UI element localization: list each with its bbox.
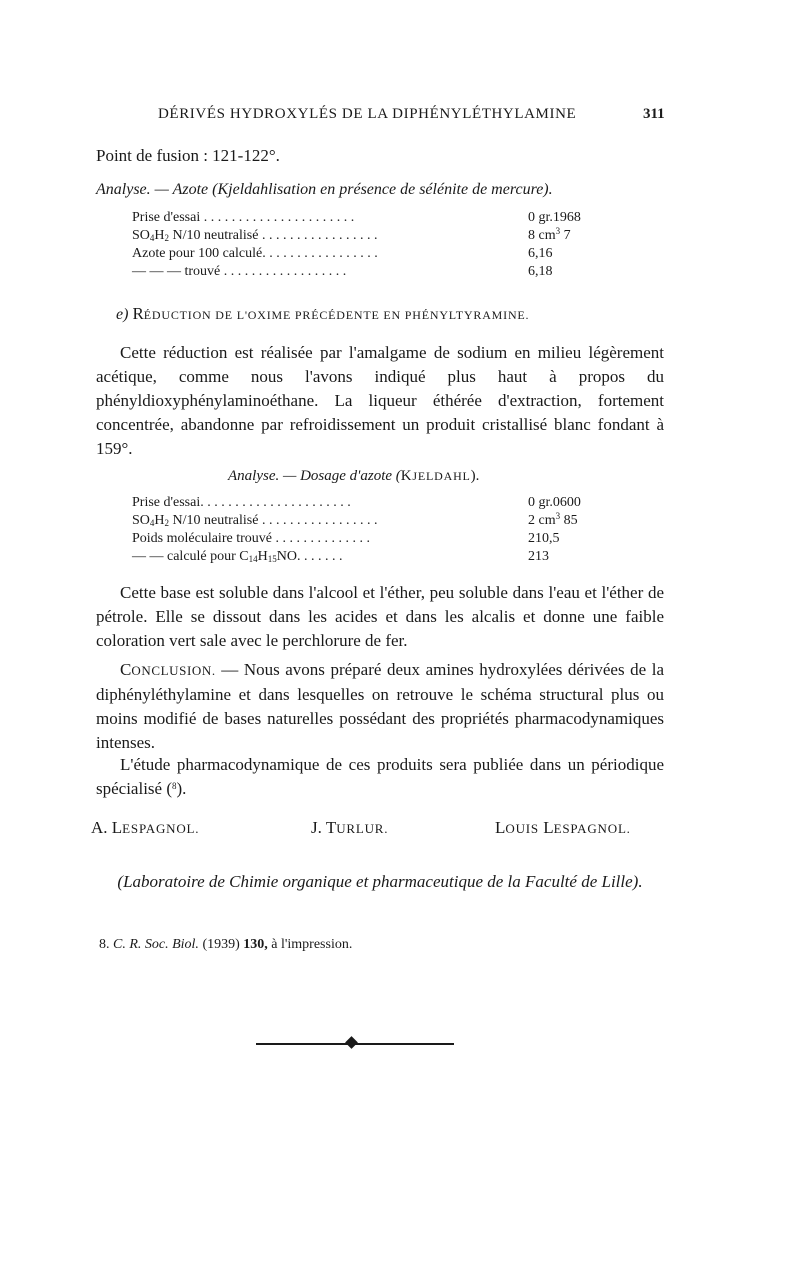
section-title-rest: ÉDUCTION DE L'OXIME PRÉCÉDENTE EN PHÉNYLTYRAMINE. <box>143 308 530 322</box>
table-row <box>132 245 632 263</box>
row-label: $SO_4H_2$ N/10 neutralisé . . . . . . . . . . . . . . . . . <box>132 228 378 243</box>
row-label: Prise d'essai. . . . . . . . . . . . . . . . . . . . . . <box>132 495 351 510</box>
analysis-1-title <box>96 181 553 199</box>
footnote-number: 8. <box>99 937 110 952</box>
table-row <box>132 512 632 530</box>
table-row <box>132 494 632 512</box>
author-2: J. TURLUR. <box>311 818 389 837</box>
row-value: 8 $cm^3$ 7 <box>528 226 571 243</box>
table-row <box>132 209 632 227</box>
analysis-1-text: — Azote (Kjeldahlisation en présence de sélénite de mercure). <box>154 181 553 198</box>
row-label: — — — trouvé . . . . . . . . . . . . . . . . . . <box>132 264 347 279</box>
page-number: 311 <box>643 106 665 122</box>
diamond-ornament-icon <box>345 1036 358 1049</box>
analysis-1-prefix: Analyse. <box>96 181 151 198</box>
laboratory-affiliation: (Laboratoire de Chimie organique et pharmaceutique de la Faculté de Lille). <box>117 872 643 891</box>
row-value: 0 gr.1968 <box>528 210 581 225</box>
table-row <box>132 227 632 245</box>
analysis-2-table <box>132 494 632 566</box>
row-value: 213 <box>528 549 549 564</box>
footnote-volume: 130, <box>243 937 268 952</box>
paragraph-solubility: Cette base est soluble dans l'alcool et l'éther, peu soluble dans l'eau et l'éther de pétrole. Elle se dissout dans les acides et dans les alcalis et donne une faible coloration vert sale avec le perchlorure de fer. <box>96 583 664 650</box>
analysis-2-text: — Dosage d'azote ( <box>282 468 401 484</box>
row-label: Poids moléculaire trouvé . . . . . . . . . . . . . . <box>132 531 370 546</box>
paragraph-publication: L'étude pharmacodynamique de ces produits sera publiée dans un périodique spécialisé ($^8$). <box>96 755 664 798</box>
footnote-status: à l'impression. <box>271 937 353 952</box>
footnote-journal: C. R. Soc. Biol. <box>113 937 199 952</box>
author-1: A. LESPAGNOL. <box>91 818 200 837</box>
row-value: 210,5 <box>528 531 560 546</box>
section-first-letter: R <box>132 304 144 323</box>
analysis-2-prefix: Analyse. <box>228 468 280 484</box>
paragraph-conclusion: CONCLUSION. — Nous avons préparé deux amines hydroxylées dérivées de la diphényléthylamine et dans lesquelles on retrouve le schéma structural plus ou moins modifié de bases naturelles possédant des propriétés pharmacodynamiques intenses. <box>96 660 664 752</box>
row-label: Azote pour 100 calculé. . . . . . . . . . . . . . . . . <box>132 246 378 261</box>
footnote-year: (1939) <box>202 937 240 952</box>
section-marker: e) <box>116 306 129 323</box>
section-heading-e <box>116 304 529 324</box>
table-row <box>132 263 632 281</box>
row-value: 6,16 <box>528 246 553 261</box>
row-label: $SO_4H_2$ N/10 neutralisé . . . . . . . . . . . . . . . . . <box>132 513 378 528</box>
row-value: 6,18 <box>528 264 553 279</box>
table-row <box>132 548 632 566</box>
author-3: LOUIS LESPAGNOL. <box>495 818 631 837</box>
row-value: 0 gr.0600 <box>528 495 581 510</box>
row-label: — — calculé pour $C_{14}H_{15}NO$. . . . . . . <box>132 549 343 564</box>
table-row <box>132 530 632 548</box>
analysis-1-table <box>132 209 632 281</box>
row-value: 2 $cm^3$ 85 <box>528 511 578 528</box>
running-title: DÉRIVÉS HYDROXYLÉS DE LA DIPHÉNYLÉTHYLAMINE <box>158 106 577 122</box>
fusion-point: Point de fusion : 121-122°. <box>96 146 280 165</box>
footnote-8 <box>99 937 352 953</box>
row-label: Prise d'essai . . . . . . . . . . . . . . . . . . . . . . <box>132 210 355 225</box>
footnote-ref[interactable]: 8 <box>172 781 177 791</box>
paragraph-reduction: Cette réduction est réalisée par l'amalgame de sodium en milieu légèrement acétique, comme nous l'avons indiqué plus haut à propos du phényldioxyphénylaminoéthane. La liqueur éthérée d'extraction, fortement concentrée, abandonne par refroidissement un produit cristallisé blanc fondant à 159°. <box>96 343 664 458</box>
analysis-2-title: Analyse. — Dosage d'azote (KJELDAHL). <box>228 468 480 484</box>
